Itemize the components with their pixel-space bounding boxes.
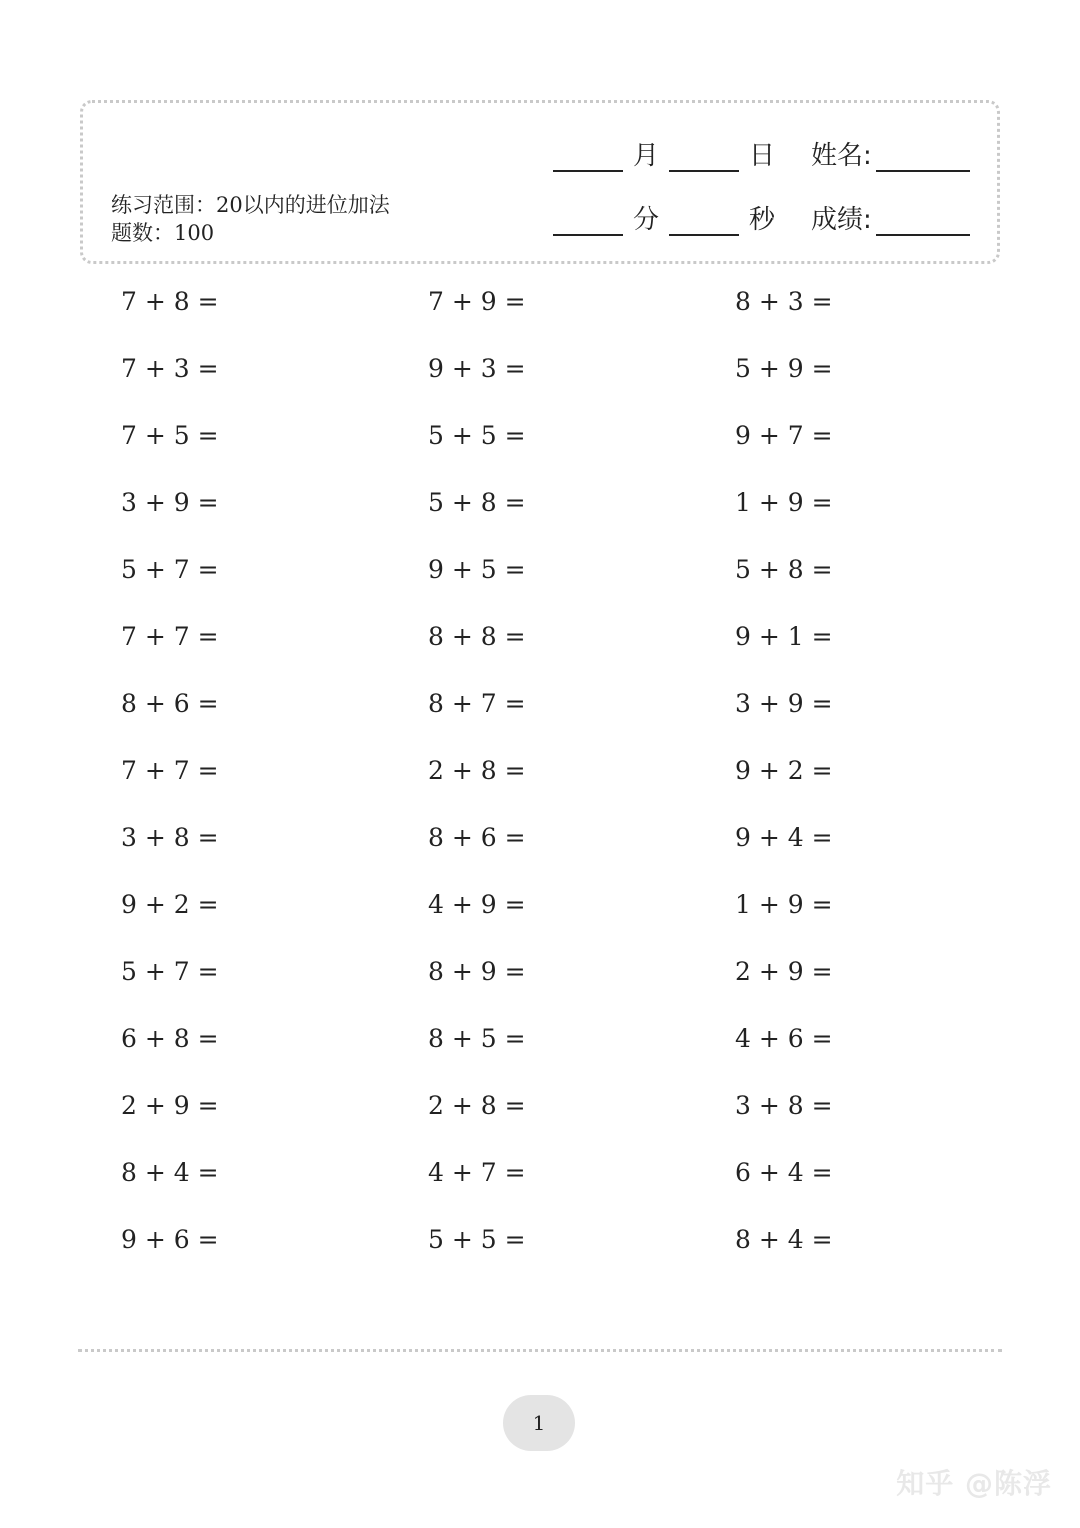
problem-item: 9 + 4 = xyxy=(735,823,833,852)
problem-item: 6 + 4 = xyxy=(735,1158,833,1187)
problem-item: 9 + 6 = xyxy=(121,1225,219,1254)
problem-item: 5 + 9 = xyxy=(735,354,833,383)
watermark: 知乎 @陈浮 xyxy=(896,1467,1052,1500)
problem-item: 3 + 8 = xyxy=(121,823,219,852)
problem-item: 2 + 8 = xyxy=(428,1091,526,1120)
problem-item: 8 + 3 = xyxy=(735,287,833,316)
problem-item: 5 + 8 = xyxy=(735,555,833,584)
problem-item: 9 + 2 = xyxy=(121,890,219,919)
problem-item: 8 + 4 = xyxy=(735,1225,833,1254)
month-label: 月 xyxy=(633,141,660,171)
problem-item: 8 + 8 = xyxy=(428,622,526,651)
problem-item: 2 + 8 = xyxy=(428,756,526,785)
problem-item: 2 + 9 = xyxy=(121,1091,219,1120)
page-number: 1 xyxy=(503,1395,575,1451)
problem-item: 7 + 3 = xyxy=(121,354,219,383)
problem-item: 8 + 6 = xyxy=(121,689,219,718)
problem-item: 5 + 8 = xyxy=(428,488,526,517)
problem-item: 9 + 3 = xyxy=(428,354,526,383)
problem-item: 9 + 2 = xyxy=(735,756,833,785)
second-label: 秒 xyxy=(749,205,776,235)
problem-item: 7 + 8 = xyxy=(121,287,219,316)
problem-item: 1 + 9 = xyxy=(735,488,833,517)
problem-item: 7 + 9 = xyxy=(428,287,526,316)
problem-item: 7 + 5 = xyxy=(121,421,219,450)
problem-item: 3 + 9 = xyxy=(735,689,833,718)
problem-item: 3 + 8 = xyxy=(735,1091,833,1120)
problem-item: 9 + 5 = xyxy=(428,555,526,584)
problem-item: 7 + 7 = xyxy=(121,622,219,651)
day-label: 日 xyxy=(749,141,776,171)
problem-item: 1 + 9 = xyxy=(735,890,833,919)
name-label: 姓名: xyxy=(811,141,872,171)
problem-item: 3 + 9 = xyxy=(121,488,219,517)
problem-item: 9 + 7 = xyxy=(735,421,833,450)
minute-label: 分 xyxy=(633,205,660,235)
practice-range-text: 练习范围：20以内的进位加法 题数：100 xyxy=(111,193,390,245)
problem-item: 6 + 8 = xyxy=(121,1024,219,1053)
problem-item: 7 + 7 = xyxy=(121,756,219,785)
problem-item: 8 + 5 = xyxy=(428,1024,526,1053)
problem-item: 9 + 1 = xyxy=(735,622,833,651)
score-label: 成绩: xyxy=(811,205,872,235)
problem-item: 5 + 5 = xyxy=(428,1225,526,1254)
footer-divider xyxy=(78,1349,1002,1352)
problem-item: 4 + 7 = xyxy=(428,1158,526,1187)
problem-item: 8 + 7 = xyxy=(428,689,526,718)
problem-item: 5 + 5 = xyxy=(428,421,526,450)
problem-item: 5 + 7 = xyxy=(121,555,219,584)
problem-item: 5 + 7 = xyxy=(121,957,219,986)
problem-item: 4 + 9 = xyxy=(428,890,526,919)
problem-item: 4 + 6 = xyxy=(735,1024,833,1053)
problem-item: 8 + 9 = xyxy=(428,957,526,986)
problem-item: 2 + 9 = xyxy=(735,957,833,986)
problem-item: 8 + 4 = xyxy=(121,1158,219,1187)
problem-item: 8 + 6 = xyxy=(428,823,526,852)
